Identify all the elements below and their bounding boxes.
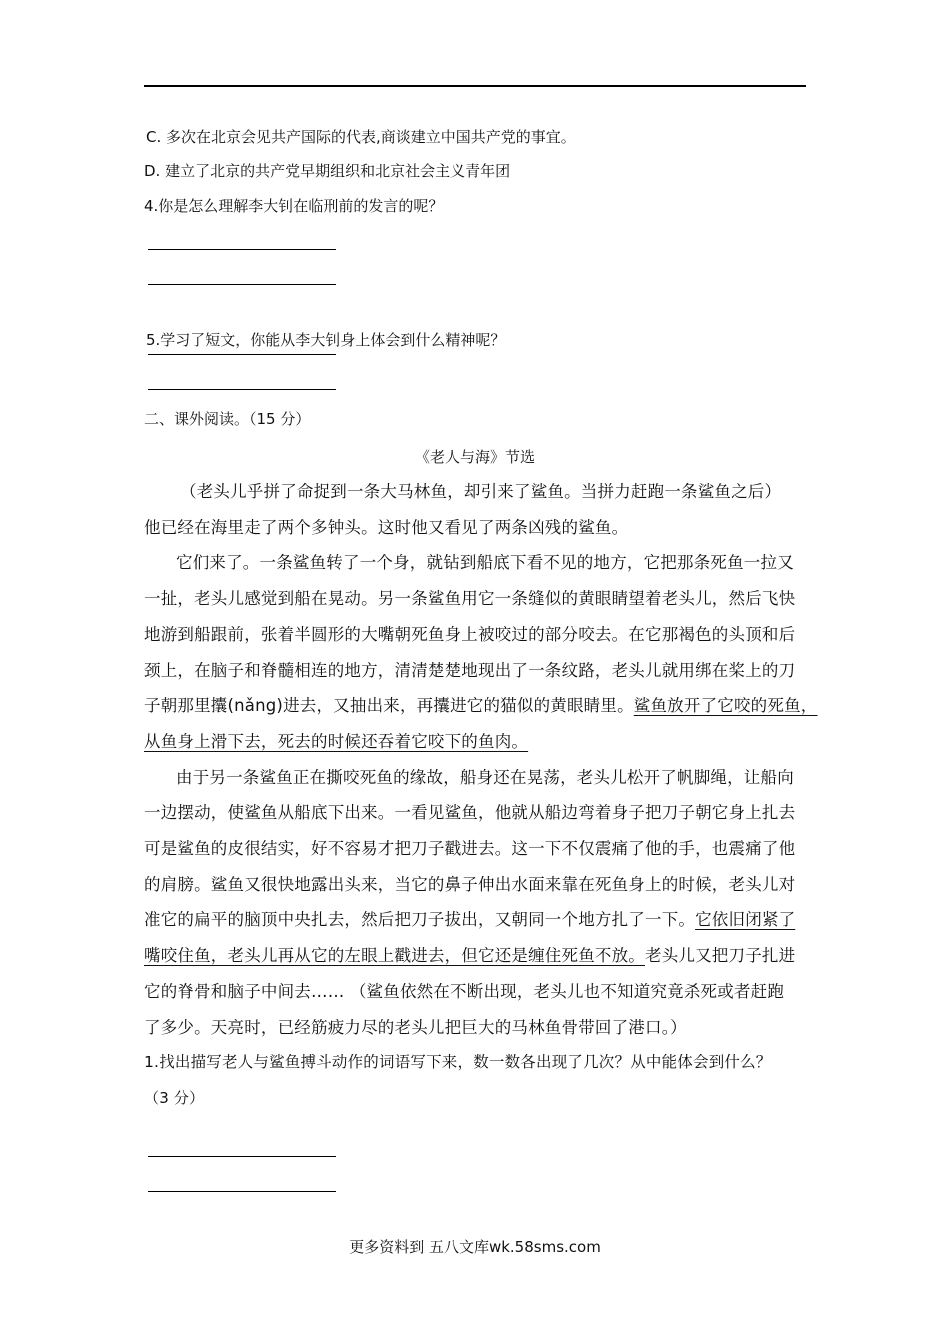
question-1: 1.找出描写老人与鲨鱼搏斗动作的词语写下来，数一数各出现了几次？从中能体会到什么？ — [144, 1053, 772, 1072]
intro-line: 他已经在海里走了两个多钟头。这时他又看见了两条凶残的鲨鱼。 — [144, 517, 629, 537]
paragraph-line — [144, 938, 808, 974]
paragraph-line: 地游到船跟前，张着半圆形的大嘴朝死鱼身上被咬过的部分咬去。在它那褐色的头顶和后 — [144, 624, 796, 644]
underlined-text: 嘴咬住鱼，老头儿再从它的左眼上戳进去，但它还是缠住死鱼不放。 — [144, 946, 645, 966]
answer-line — [148, 284, 336, 285]
paragraph-line: 它的脊骨和脑子中间去…… （鲨鱼依然在不断出现，老头儿也不知道究竟杀死或者赶跑 — [144, 981, 785, 1001]
paragraph-line — [144, 688, 818, 724]
plain-text: 准它的扁平的脑顶中央扎去，然后把刀子拔出，又朝同一个地方扎了一下。 — [144, 910, 696, 930]
answer-line — [148, 1191, 336, 1192]
footer-note: 更多资料到 五八文库wk.58sms.com — [349, 1238, 601, 1256]
paragraph-line: 一扯，老头儿感觉到船在晃动。另一条鲨鱼用它一条缝似的黄眼睛望着老头儿，然后飞快 — [144, 589, 796, 609]
paragraph-line: 可是鲨鱼的皮很结实，好不容易才把刀子戳进去。这一下不仅震痛了他的手，也震痛了他 — [144, 839, 796, 859]
paragraph-line — [144, 902, 808, 938]
paragraph-line — [144, 724, 808, 760]
paragraph-line: 它们来了。一条鲨鱼转了一个身，就钻到船底下看不见的地方，它把那条死鱼一拉又 — [176, 553, 794, 573]
plain-text: 子朝那里攮(nǎng)进去，又抽出来，再攮进它的猫似的黄眼睛里。 — [144, 696, 634, 716]
paragraph-line: 了多少。天亮时，已经筋疲力尽的老头儿把巨大的马林鱼骨带回了港口。） — [144, 1017, 687, 1037]
paragraph-line: 由于另一条鲨鱼正在撕咬死鱼的缘故，船身还在晃荡，老头儿松开了帆脚绳，让船向 — [176, 767, 794, 787]
header-rule — [144, 85, 806, 87]
paragraph-line: 的肩膀。鲨鱼又很快地露出头来，当它的鼻子伸出水面来靠在死鱼身上的时候，老头儿对 — [144, 874, 796, 894]
question-4: 4.你是怎么理解李大钊在临刑前的发言的呢？ — [144, 197, 444, 215]
paragraph-line: 颈上，在脑子和脊髓相连的地方，清清楚楚地现出了一条纹路，老头儿就用绑在桨上的刀 — [144, 660, 796, 680]
answer-line — [148, 389, 336, 390]
passage-body — [144, 474, 818, 1117]
option-d: D. 建立了北京的共产党早期组织和北京社会主义青年团 — [144, 162, 511, 180]
intro-line: （老头儿乎拼了命捉到一条大马林鱼，却引来了鲨鱼。当拼力赶跑一条鲨鱼之后） — [180, 482, 782, 501]
underlined-text: 从鱼身上滑下去，死去的时候还吞着它咬下的鱼肉。 — [144, 731, 529, 751]
option-c: C. 多次在北京会见共产国际的代表,商谈建立中国共产党的事宜。 — [146, 128, 576, 146]
plain-text: 老头儿又把刀子扎进 — [645, 946, 796, 966]
answer-line — [148, 1156, 336, 1157]
underlined-text: 鲨鱼放开了它咬的死鱼， — [633, 696, 818, 716]
answer-line — [148, 249, 336, 250]
question-1-score: （3 分） — [144, 1088, 205, 1107]
section-heading: 二、课外阅读。（15 分） — [144, 410, 311, 428]
paragraph-line: 一边摆动，使鲨鱼从船底下出来。一看见鲨鱼，他就从船边弯着身子把刀子朝它身上扎去 — [144, 803, 796, 823]
question-5: 5.学习了短文，你能从李大钊身上体会到什么精神呢？ — [146, 331, 506, 349]
underlined-text: 它依旧闭紧了 — [695, 910, 796, 930]
passage-title: 《老人与海》节选 — [414, 448, 535, 466]
answer-line — [148, 354, 336, 355]
